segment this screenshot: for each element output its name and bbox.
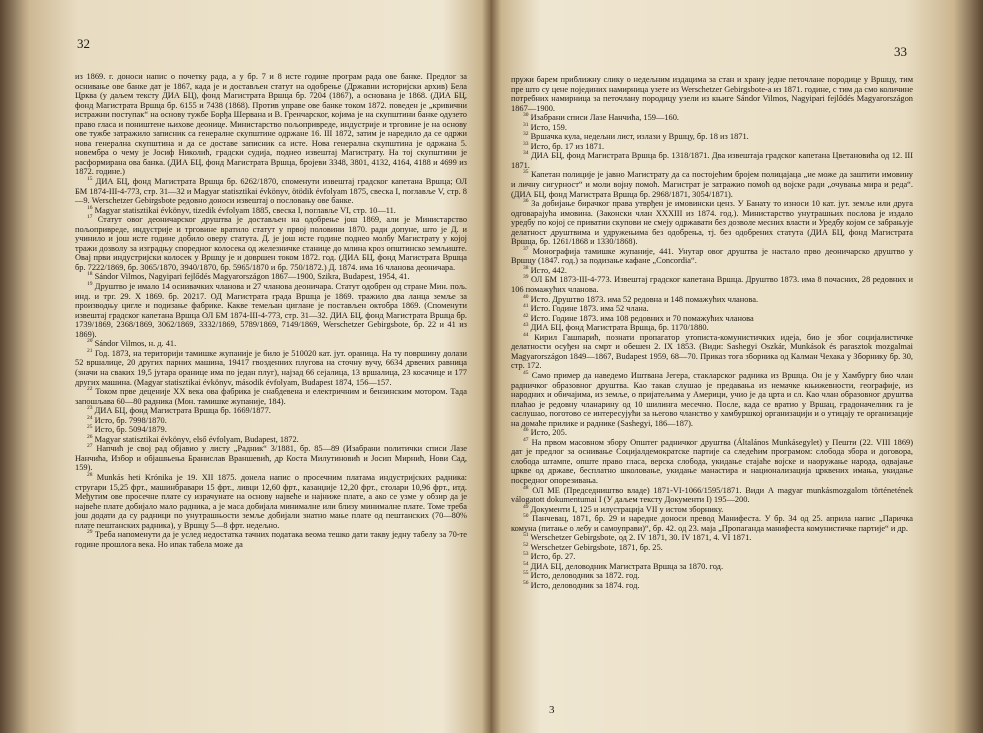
footnote-paragraph xyxy=(511,371,913,428)
footnote-text: Год. 1873, на територији тамишке жупаније је било је 510020 кат. јут. ораница. На ту површину долази 52 вршалице, 20 других парних машина, 19417 гвозденних плугова на сточну вучу, 6634 дрвених равница (значи на сваких 19,5 јутара оранице има по један плуг), најзад 66 сејалица, 13 вршалица, 23 косачице и 177 других машина. (Magyar statisztikai évkönyv, második évfolyam, Budapest 1874, 156—157. xyxy=(75,348,468,387)
page-number-left: 32 xyxy=(77,36,90,51)
footnote-paragraph xyxy=(75,206,467,216)
footnote-text: ДИА БЦ, фонд Магистрата Вршца бр. 6262/1870, споменути извештај градског капетана Вршца; ОЛ БМ 1874-III-4-773, стр. 31—32 и Magyar statisztikai évkönyv, ötödik évfolyam 1875, свеска I, поглавље V, стр. 8—9. Werschetzer Gebirgsbote редовно доноси извештај о пословању ове банке. xyxy=(75,177,467,206)
footnote-number: 33 xyxy=(523,141,529,148)
footnote-number: 30 xyxy=(523,112,529,119)
footnote-text: Magyar statisztikai évkönyv, első évfolyam, Budapest, 1872. xyxy=(94,434,299,444)
footnote-text: Статут овог деоничарског друштва је достављен на одобрење још 1869, али је Министарство пољопривреде, индустрије и трговине вратило статут у првој половини 1870. ради допуне, што је Д. и учинило и још исте године добило оверу статута. Д. је још исте године поднео молбу Магистрату у којој тражи дозволу за изградњу споредног колосека од железничке станице до млина кроз општинско земљиште. Овај први индустријски колосек у Вршцу је и довршен током 1872. год. (ДИА БЦ, фонд Магистрата Вршца бр. 7222/1869, бр. 3065/1870, 3940/1870, бр. 5965/1870 и бр. 750/1872.) Д. 1874. има 16 чланова деоничара. xyxy=(75,215,468,272)
footnote-text: Исто, бр. 17 из 1871. xyxy=(530,141,605,151)
footnote-text: Исто, 159. xyxy=(530,122,567,132)
footnote-paragraph xyxy=(75,530,467,549)
footnote-number: 22 xyxy=(87,386,93,393)
footnote-text: Напчић је свој рад објавио у листу „Радник“ 3/1881, бр. 85—89 (Изабрани политички списи Лазе Нанчића, Избор и објашњења Бранислав Враншевић, др Коста Милутиновић и Јосип Мирнић, Нови Сад, 159). xyxy=(75,444,467,473)
footnote-paragraph xyxy=(75,177,467,206)
footnote-text: Исто, бр. 27. xyxy=(530,552,576,562)
footnote-number: 28 xyxy=(87,472,93,479)
footnote-paragraph xyxy=(75,473,467,530)
footnote-number: 39 xyxy=(523,274,529,281)
footnote-number: 19 xyxy=(87,281,93,288)
footnote-number: 41 xyxy=(523,303,529,310)
footnote-paragraph xyxy=(511,323,913,333)
footnote-text: Друштво је имало 14 оснивачких чланова и 27 чланова деоничара. Статут одобрен од стране Мин. пољ. инд. и трг. 29. X 1869. бр. 20217. ОД Магистрата града Вршца је 1869. тражило два ланца земље за производњу цигле и подизање фабрике. Какве темељан циглане је постављен октобра 1869. (Споменути извештај градског капетана Вршца ОЛ БМ 1874-III-4-773, стр. 31—32. ДИА БЦ, фонд Магистрата Вршца бр. 1739/1869, 2368/1869, 3062/1869, 3332/1869, 5789/1869, 7149/1869, Werschetzer Gebirgsbote, бр. 22 и 41 из 1869). xyxy=(75,282,467,339)
footnote-text: Исто. Године 1873. има 52 члана. xyxy=(530,304,649,314)
footnote-text: Капетан полиције је јавно Магистрату да са постојећим бројем полицајаца „не може да заштити имовину и личну сигурност“ и моли војну помоћ. Магистрат је затражио помоћ од војске ради „очувања мира и реда“. (ДИА БЦ, фонд Магистрата Вршца бр. 2968/1871, 3054/1871). xyxy=(511,170,913,199)
footnote-text: Magyar statisztikai évkönyv, tizedik évfolyam 1885, свеска I, поглавље VI, стр. 10—11. xyxy=(94,205,396,215)
footnote-text: На првом масовном збору Општег радничког друштва (Általános Munkásegylet) у Пешти (22. VIII 1869) дат је предлог за оснивање Социјалдемократске партије са следећим програмом: слобода збора и договора, слобода штампе, опште право гласа, верска слобода, укидање стајаће војске и наоружање народа, одвајање цркве од државе, бесплатно школовање, укидање манастира и национализација црквених имања, укидање посредног опорезивања. xyxy=(511,437,913,485)
footnote-paragraph xyxy=(75,72,467,177)
right-page xyxy=(505,0,925,733)
footnote-paragraph xyxy=(75,406,467,416)
footnote-number: 25 xyxy=(87,424,93,431)
footnote-number: 32 xyxy=(523,131,529,138)
footnote-paragraph xyxy=(511,543,913,553)
footnote-paragraph xyxy=(511,581,913,591)
footnote-text: Монографија тамишке жупаније, 441. Унутар овог друштва је настало прво деоничарско друштво у Вршцу (1847. год.) за подизање кафане „Concordia“. xyxy=(511,246,914,266)
footnote-paragraph xyxy=(511,199,913,247)
footnote-number: 17 xyxy=(87,214,93,221)
footnote-text: ДИА БЦ, фонд Магистрата Вршца бр. 1318/1871. Два извештаја градског капетана Цветановића од 12. III 1871. xyxy=(511,151,914,170)
footnote-paragraph xyxy=(511,132,913,142)
footnote-number: 40 xyxy=(523,293,529,300)
left-page-footnotes xyxy=(75,72,467,549)
footnote-number: 31 xyxy=(523,121,529,128)
left-page xyxy=(55,0,475,733)
footnote-number: 53 xyxy=(523,551,529,558)
footnote-number: 48 xyxy=(523,484,529,491)
footnote-text: Исто, бр. 5094/1879. xyxy=(94,425,167,435)
right-page-footnotes xyxy=(511,75,913,591)
footnote-number: 44 xyxy=(523,331,529,338)
footnote-text: Исто, бр. 7998/1870. xyxy=(94,415,167,425)
footnote-paragraph xyxy=(511,170,913,199)
footnote-number: 35 xyxy=(523,169,529,176)
footnote-text: Исто, деловодник за 1872. год. xyxy=(530,571,640,581)
footnote-number: 50 xyxy=(523,513,529,520)
footnote-paragraph xyxy=(511,75,913,113)
footnote-number: 34 xyxy=(523,150,529,157)
footnote-paragraph xyxy=(75,349,467,387)
footnote-paragraph xyxy=(511,247,913,266)
footnote-paragraph xyxy=(511,113,913,123)
footnote-text: Вршачка кула, недељни лист, излази у Вршцу, бр. 18 из 1871. xyxy=(530,132,749,142)
footnote-paragraph xyxy=(511,514,913,533)
footnote-text: ДИА БЦ, фонд Магистрата Вршца, бр. 1170/1880. xyxy=(530,323,709,333)
footnote-text: ДИА БЦ, фонд Магистрата Вршца бр. 1669/1877. xyxy=(94,406,271,416)
page-number-right: 33 xyxy=(894,44,907,59)
footnote-text: из 1869. г. доноси напис о почетку рада, а у бр. 7 и 8 исте године програм рада ове банке. Предлог за оснивање ове банке дат је 1867, када је и достављен статут на одобрење (Државни историјски архив) Бела Црква (у даљем тексту ДИА БЦ), фонд Магистрата Вршца бр. 7204 (1867), а основана је 1868. (ДИА БЦ, фонд Магистрата Вршца бр. 6155 и 7438 (1868). Против управе ове банке током 1872. поведен је „кривични истражни поступак“ на основу тужбе Борђа Шервана и В. Гренчарског, којима је на скупштини банке одузето право гласа и поништене њихове деонице. Министарство пољопривреде, индустрије и трговине је на основу ове тужбе затражило записник са генералне скупштине одржане 16. III 1872, затим је наредило да се одржи нова генерална скупштина и да се доставе записник са исте. Нова генерална скупштина је одржана 5. новембра о чему је Јосиф Николић, градски судија, поднео извештај Магистрату. На тој скупштини је расформирана ова банка. (ДИА БЦ, фонд Магистрата Вршца, бројеви 3348, 3801, 4132, 4164, 4188 и 4699 из 1872. године.) xyxy=(75,72,467,177)
footnote-number: 15 xyxy=(87,176,93,183)
footnote-paragraph xyxy=(511,151,913,170)
footnote-paragraph xyxy=(75,425,467,435)
footnote-text: Исто, 442. xyxy=(530,265,567,275)
footnote-paragraph xyxy=(511,123,913,133)
footnote-paragraph xyxy=(511,505,913,515)
footnote-paragraph xyxy=(511,552,913,562)
footnote-paragraph xyxy=(75,435,467,445)
footnote-number: 23 xyxy=(87,405,93,412)
footnote-paragraph xyxy=(75,215,467,272)
footnote-number: 47 xyxy=(523,436,529,443)
footnote-text: Кирил Гашпарић, познати пропагатор утописта-комунистичких идеја, био је због социјалистичке делатности осуђен на смрт и обешен 2. IX 1853. (Види: Sashegyi Oszkár, Munkások és parasztok mozgalmai Magyarországon 1849—1867, Budapest 1959, 68—70. Приказ тога зборника од Калман Чехака у Зборнику бр. 30, стр. 172. xyxy=(511,332,914,371)
footnote-text: ДИА БЦ, деловодник Магистрата Вршца за 1870. год. xyxy=(530,561,724,571)
footnote-number: 46 xyxy=(523,427,529,434)
footnote-number: 20 xyxy=(87,338,93,345)
footnote-text: Изабрани списи Лазе Нанчића, 159—160. xyxy=(530,113,680,123)
footnote-text: Исто. Друштво 1873. има 52 редовна и 148 помажућих чланова. xyxy=(530,294,759,304)
footnote-paragraph xyxy=(511,533,913,543)
footnote-number: 16 xyxy=(87,204,93,211)
footnote-paragraph xyxy=(75,416,467,426)
footnote-number: 37 xyxy=(523,246,529,253)
footnote-number: 55 xyxy=(523,570,529,577)
footnote-paragraph xyxy=(75,444,467,473)
footnote-text: Werschetzer Gebirgsbote, од 2. IV 1871, 30. IV 1871, 4. VI 1871. xyxy=(530,533,752,543)
footnote-paragraph xyxy=(511,142,913,152)
footnote-paragraph xyxy=(511,562,913,572)
footnote-text: Документи I, 125 и илустрација VII у истом зборнику. xyxy=(530,504,724,514)
footnote-number: 18 xyxy=(87,271,93,278)
footnote-paragraph xyxy=(75,387,467,406)
footnote-number: 26 xyxy=(87,433,93,440)
footnote-text: Munkás heti Krónika је 19. XII 1875. донела напис о просечним платама индустријских радника: стругари 15,25 фрт., машинбравари 15 фрт., ливци 12,60 фрт., казанџије 12,20 фрт., столари 10,96 фрт., итд. Међутим ове просечне плате су израчунате на основу највеће и најниже плате, а ако се узме у обзир да је највеће плате добијало мало радника, а је маса добијала минималне или близу минималне плате. Томе треба још додати да су радници по унутрашњости земље добијали знатно мање плате од пештанских (70—80% плате пештанских радника), у Вршцу 5—8 фрт. недељно. xyxy=(75,472,467,530)
footnote-text: Sándor Vilmos, н. д. 41. xyxy=(94,339,177,349)
footnote-paragraph xyxy=(511,314,913,324)
footnote-number: 42 xyxy=(523,312,529,319)
footnote-number: 45 xyxy=(523,370,529,377)
footnote-text: ОЛ МЕ (Председништво владе) 1871-VI-1066/1595/1871. Види А magyar munkásmozgalom történetének válogatott dokumentumai I (У даљем тексту Документи I) 195—200. xyxy=(511,485,914,505)
footnote-number: 38 xyxy=(523,265,529,272)
footnote-number: 27 xyxy=(87,443,93,450)
footnote-text: За добијање бирачког права утврђен је имовински ценз. У Банату то износи 10 кат. јут. земље или друга одговарајућа имовина. (Законски члан XXXIII из 1874. год.). Министарство унутрашњих послова је издало уредбу по којој се приватни скупови не смеју одржавати без дозволе месних власти и Уредбу којом се забрањује делатност друштвима и удружењима без одобрења, тј. без одобрених статута (ДИА БЦ, фонд Магистрата Вршца, бр. 1261/1868 и 1330/1868). xyxy=(511,199,914,247)
footnote-text: Исто, 205. xyxy=(530,428,567,438)
footnote-paragraph xyxy=(511,571,913,581)
footnote-text: ОЛ БМ 1873-III-4-773. Извештај градског капетана Вршца. Друштво 1873. има 8 почасних, 28 редовних и 106 помажућих чланова. xyxy=(511,275,913,295)
footnote-text: Werschetzer Gebirgsbote, 1871, бр. 25. xyxy=(530,542,663,552)
footnote-paragraph xyxy=(75,339,467,349)
footnote-paragraph xyxy=(75,282,467,339)
footnote-text: Само пример да наведемо Иштвана Јегера, стакларског радника из Вршца. Он је у Хамбургу био члан радничког образовног друштва. Као такав слушао је предавања из немачке књижевности, географије, из народних и обичајима, из земље, о пријатељима у Америци, учио је да црта и сл. Као члан образовног друштва плаћао је редовну чланарину од 10 шилинга месечно. После, када се вратио у Вршац, градоначелник га је саслушао, поготово се интересујући за његово чланство у хамбуршкој организацији и о утицају те организације на домаће прилике и раднике (Sashegyi, 186—187). xyxy=(511,370,914,428)
footnote-text: Панчевац, 1871, бр. 29 и наредне доноси превод Манифеста. У бр. 34 од 25. априла напис „Паричка комуна (питање о лебу и самоуправи)“, бр. 42. од 23. маја „Пропаганда манифеста комунистичке партије“ и др. xyxy=(511,514,913,533)
footnote-number: 51 xyxy=(523,532,529,539)
footnote-number: 21 xyxy=(87,348,93,355)
footnote-paragraph xyxy=(511,428,913,438)
footnote-paragraph xyxy=(511,333,913,371)
footnote-number: 56 xyxy=(523,580,529,587)
footnote-number: 52 xyxy=(523,542,529,548)
footnote-text: Треба напоменути да је услед недостатка тачних података веома тешко дати такву једну табелу за 70-те године прошлога века. Но ипак табела може да xyxy=(75,530,468,549)
signature-mark: 3 xyxy=(549,704,555,716)
footnote-paragraph xyxy=(511,295,913,305)
footnote-paragraph xyxy=(511,304,913,314)
footnote-paragraph xyxy=(511,275,913,294)
footnote-number: 43 xyxy=(523,322,529,329)
footnote-text: Током прве деценије XX века ова фабрика је снабдевена и електричним и бензинским мотором. Тада запошљава 60—80 радника (Мон. тамишке жупаније, 184). xyxy=(75,387,467,406)
footnote-text: Sándor Vilmos, Nagyipari fejlődés Magyarországon 1867—1900, Szikra, Budapest, 1954, 41. xyxy=(94,272,410,282)
footnote-number: 54 xyxy=(523,561,529,568)
footnote-text: Исто, деловодник за 1874. год. xyxy=(530,580,640,590)
footnote-number: 49 xyxy=(523,503,529,510)
footnote-paragraph xyxy=(511,438,913,486)
footnote-paragraph xyxy=(75,272,467,282)
footnote-number: 36 xyxy=(523,198,529,205)
footnote-number: 24 xyxy=(87,414,93,421)
footnote-number: 29 xyxy=(87,529,93,536)
footnote-paragraph xyxy=(511,486,913,505)
footnote-text: пружи барем приближну слику о недељним издацима за стан и храну једне петочлане породице у Вршцу, тим пре што су цене појединих намирница узете из Werschetzer Gebirgsbote-а из 1871. године, с тим да смо количине потребних намирница за петочлану породицу узели из књиге Sándor Vilmos, Nagyipari fejlődés Magyarországon 1867—1900. xyxy=(511,75,913,113)
footnote-text: Исто. Године 1873. има 108 редовних и 70 помажућих чланова xyxy=(530,313,754,323)
